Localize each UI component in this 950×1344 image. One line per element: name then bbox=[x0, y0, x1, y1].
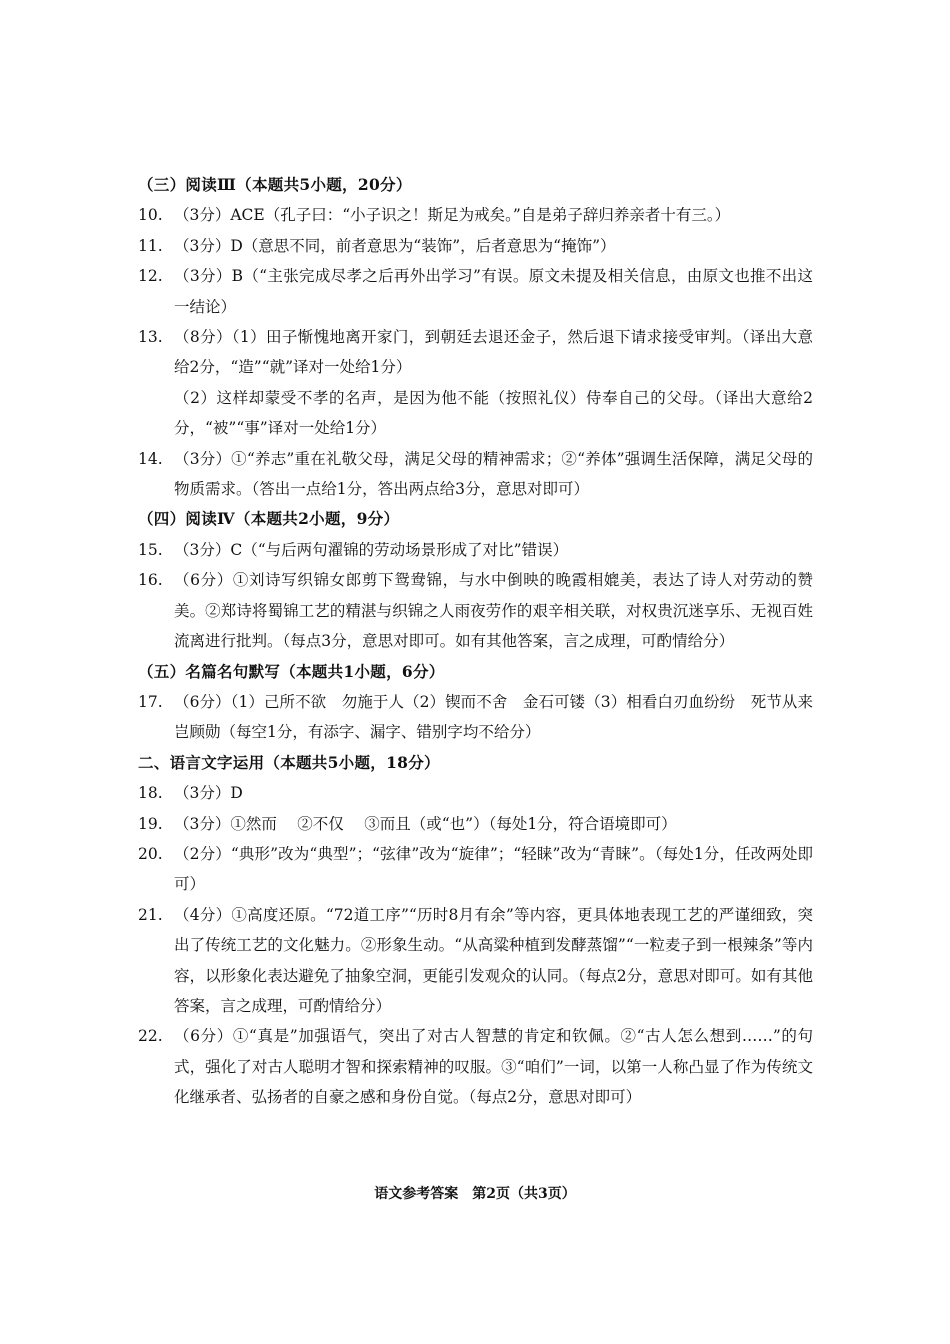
answer-item-11 bbox=[138, 231, 813, 261]
answer-text: （2分）“典形”改为“典型”；“弦律”改为“旋律”；“轻睐”改为“青睐”。（每处1分，任改两处即可） bbox=[174, 844, 813, 894]
question-number: 18. bbox=[138, 784, 163, 803]
answer-text: （2）这样却蒙受不孝的名声，是因为他不能（按照礼仪）侍奉自己的父母。（译出大意给2分，“被”“事”译对一处给1分） bbox=[174, 388, 813, 438]
section-heading-reading-4: （四）阅读Ⅳ（本题共2小题，9分） bbox=[138, 509, 400, 529]
section-heading-language-use: 二、语言文字运用（本题共5小题，18分） bbox=[138, 752, 440, 772]
answer-item-18 bbox=[138, 778, 813, 808]
section-heading-dictation: （五）名篇名句默写（本题共1小题，6分） bbox=[138, 661, 445, 681]
answer-item-20 bbox=[138, 839, 813, 900]
answer-text: （3分）①然而 ②不仅 ③而且（或“也”）（每处1分，符合语境即可） bbox=[174, 814, 677, 833]
answer-item-21 bbox=[138, 900, 813, 1022]
question-number: 12. bbox=[138, 267, 163, 286]
section-heading-reading-3: （三）阅读Ⅲ（本题共5小题，20分） bbox=[138, 175, 412, 194]
answer-text: （3分）ACE（孔子曰：“小子识之！斯足为戒矣。”自是弟子辞归养亲者十有三。） bbox=[174, 206, 731, 225]
answer-item-17 bbox=[138, 687, 813, 748]
question-number: 22. bbox=[138, 1027, 163, 1046]
question-number: 20. bbox=[138, 844, 163, 863]
answer-item-19 bbox=[138, 809, 813, 839]
question-number: 14. bbox=[138, 449, 163, 468]
answer-text: （6分）①刘诗写织锦女郎剪下鸳鸯锦，与水中倒映的晚霞相媲美，表达了诗人对劳动的赞美。②郑诗将蜀锦工艺的精湛与织锦之人雨夜劳作的艰辛相关联，对权贵沉迷享乐、无视百姓流离进行批判。（每点3分，意思对即可。如有其他答案，言之成理，可酌情给分） bbox=[174, 571, 813, 651]
answer-item-14 bbox=[138, 444, 813, 505]
answer-text: （3分）D bbox=[174, 784, 243, 803]
question-number: 10. bbox=[138, 206, 163, 225]
question-number: 13. bbox=[138, 328, 163, 347]
answer-item-15 bbox=[138, 535, 813, 565]
answer-text: （6分）①“真是”加强语气，突出了对古人智慧的肯定和钦佩。②“古人怎么想到……”的句式，强化了对古人聪明才智和探索精神的叹服。③“咱们”一词，以第一人称凸显了作为传统文化继承者、弘扬者的自豪之感和身份自觉。（每点2分，意思对即可） bbox=[174, 1027, 813, 1107]
answer-item-16 bbox=[138, 565, 813, 656]
page-footer: 语文参考答案 第2页（共3页） bbox=[374, 1186, 576, 1202]
answer-text: （8分）（1）田子惭愧地离开家门，到朝廷去退还金子，然后退下请求接受审判。（译出大意给2分，“造”“就”译对一处给1分） bbox=[174, 328, 813, 377]
answer-item-22 bbox=[138, 1021, 813, 1112]
answer-content bbox=[138, 170, 813, 1113]
question-number: 21. bbox=[138, 905, 163, 924]
answer-text: （3分）B（“主张完成尽孝之后再外出学习”有误。原文未提及相关信息，由原文也推不出这一结论） bbox=[174, 267, 813, 316]
answer-text: （3分）C（“与后两句濯锦的劳动场景形成了对比”错误） bbox=[174, 540, 569, 559]
question-number: 16. bbox=[138, 571, 163, 590]
answer-item-10 bbox=[138, 200, 813, 230]
answer-item-13 bbox=[138, 322, 813, 444]
question-number: 15. bbox=[138, 540, 163, 559]
answer-text: （4分）①高度还原。“72道工序”“历时8月有余”等内容，更具体地表现工艺的严谨细致，突出了传统工艺的文化魅力。②形象生动。“从高粱种植到发酵蒸馏”“一粒麦子到一根辣条”等内容，以形象化表达避免了抽象空洞，更能引发观众的认同。（每点2分，意思对即可。如有其他答案，言之成理，可酌情给分） bbox=[174, 905, 813, 1015]
question-number: 11. bbox=[138, 236, 163, 255]
question-number: 17. bbox=[138, 692, 163, 711]
answer-item-12 bbox=[138, 261, 813, 322]
answer-text: （3分）D（意思不同，前者意思为“装饰”，后者意思为“掩饰”） bbox=[174, 236, 616, 255]
answer-text: （6分）（1）己所不欲 勿施于人（2）锲而不舍 金石可镂（3）相看白刃血纷纷 死节从来岂顾勋（每空1分，有添字、漏字、错别字均不给分） bbox=[174, 692, 813, 742]
answer-text: （3分）①“养志”重在礼敬父母，满足父母的精神需求；②“养体”强调生活保障，满足父母的物质需求。（答出一点给1分，答出两点给3分，意思对即可） bbox=[174, 449, 813, 499]
question-number: 19. bbox=[138, 814, 163, 833]
